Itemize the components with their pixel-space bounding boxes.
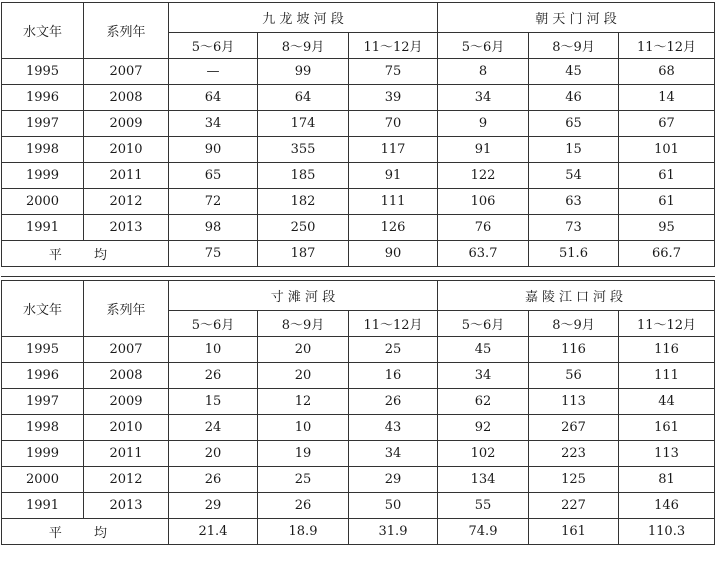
average-cell: 161 — [529, 519, 619, 545]
period-header: 5～6月 — [438, 33, 529, 59]
table-cell: 44 — [619, 389, 715, 415]
table-cell: 2012 — [84, 189, 169, 215]
average-cell: 18.9 — [258, 519, 349, 545]
section-header-chaotianmen: 朝 天 门 河 段 — [438, 3, 715, 33]
table-cell: 65 — [169, 163, 258, 189]
period-header: 5～6月 — [438, 311, 529, 337]
table-cell: 61 — [619, 189, 715, 215]
table-cell: 91 — [349, 163, 438, 189]
table-row — [2, 441, 715, 467]
table-cell: 1991 — [2, 215, 84, 241]
average-cell: 110.3 — [619, 519, 715, 545]
table-cell: 101 — [619, 137, 715, 163]
table-cell: 81 — [619, 467, 715, 493]
table-cell: 117 — [349, 137, 438, 163]
table-cell: 25 — [258, 467, 349, 493]
average-cell: 63.7 — [438, 241, 529, 267]
table-row — [2, 163, 715, 189]
table-divider — [1, 276, 715, 278]
average-row — [2, 241, 715, 267]
table-cell: 26 — [258, 493, 349, 519]
period-header: 8～9月 — [258, 311, 349, 337]
table-cell: 174 — [258, 111, 349, 137]
table-cell: 64 — [258, 85, 349, 111]
table-cell: 223 — [529, 441, 619, 467]
table-cell: 1998 — [2, 137, 84, 163]
table-row — [2, 363, 715, 389]
table-cell: 15 — [169, 389, 258, 415]
table-cell: 267 — [529, 415, 619, 441]
table-cell: 1996 — [2, 85, 84, 111]
table-cell: 25 — [349, 337, 438, 363]
table-cell: 29 — [169, 493, 258, 519]
table-cell: 20 — [258, 337, 349, 363]
table-cell: 10 — [258, 415, 349, 441]
table-cell: 65 — [529, 111, 619, 137]
table-cell: 2009 — [84, 389, 169, 415]
series-year-header: 系列年 — [84, 3, 169, 59]
average-cell: 74.9 — [438, 519, 529, 545]
table-cell: 90 — [169, 137, 258, 163]
table-cell: 43 — [349, 415, 438, 441]
table-cell: 1996 — [2, 363, 84, 389]
period-header: 11～12月 — [619, 33, 715, 59]
table-cell: 26 — [349, 389, 438, 415]
table-cell: 1999 — [2, 441, 84, 467]
table-cell: — — [169, 59, 258, 85]
table-cell: 102 — [438, 441, 529, 467]
table-cell: 126 — [349, 215, 438, 241]
average-cell: 66.7 — [619, 241, 715, 267]
period-header: 5～6月 — [169, 33, 258, 59]
average-cell: 31.9 — [349, 519, 438, 545]
table-cell: 182 — [258, 189, 349, 215]
table-cell: 355 — [258, 137, 349, 163]
table-row — [2, 337, 715, 363]
table-cell: 20 — [169, 441, 258, 467]
table-cell: 2010 — [84, 415, 169, 441]
table-cell: 2011 — [84, 441, 169, 467]
table-row — [2, 189, 715, 215]
table-cell: 56 — [529, 363, 619, 389]
table-cell: 2013 — [84, 493, 169, 519]
table-cell: 46 — [529, 85, 619, 111]
table-cell: 64 — [169, 85, 258, 111]
table-cell: 2011 — [84, 163, 169, 189]
table-cell: 1991 — [2, 493, 84, 519]
average-label: 平 均 — [2, 519, 169, 545]
table-cell: 55 — [438, 493, 529, 519]
table-row — [2, 137, 715, 163]
table-cell: 20 — [258, 363, 349, 389]
period-header: 11～12月 — [619, 311, 715, 337]
table-row — [2, 215, 715, 241]
table-cell: 113 — [619, 441, 715, 467]
table-cell: 116 — [619, 337, 715, 363]
average-cell: 90 — [349, 241, 438, 267]
table-cell: 122 — [438, 163, 529, 189]
table-cell: 54 — [529, 163, 619, 189]
table-cell: 29 — [349, 467, 438, 493]
table-cell: 16 — [349, 363, 438, 389]
table-cell: 34 — [438, 85, 529, 111]
table-row — [2, 59, 715, 85]
table-cell: 26 — [169, 363, 258, 389]
table-cell: 111 — [619, 363, 715, 389]
hydro-year-header: 水文年 — [2, 281, 84, 337]
table-cell: 95 — [619, 215, 715, 241]
sediment-table-lower — [1, 280, 715, 545]
average-cell: 21.4 — [169, 519, 258, 545]
table-cell: 250 — [258, 215, 349, 241]
table-row — [2, 467, 715, 493]
table-cell: 106 — [438, 189, 529, 215]
table-cell: 62 — [438, 389, 529, 415]
table-row — [2, 415, 715, 441]
table-row — [2, 85, 715, 111]
table-cell: 14 — [619, 85, 715, 111]
period-header: 8～9月 — [529, 33, 619, 59]
table-row — [2, 389, 715, 415]
table-cell: 2007 — [84, 337, 169, 363]
table-cell: 26 — [169, 467, 258, 493]
table-cell: 2008 — [84, 363, 169, 389]
table-cell: 1995 — [2, 337, 84, 363]
average-cell: 51.6 — [529, 241, 619, 267]
table-cell: 111 — [349, 189, 438, 215]
table-cell: 12 — [258, 389, 349, 415]
section-header-cuntan: 寸 滩 河 段 — [169, 281, 438, 311]
period-header: 8～9月 — [258, 33, 349, 59]
table-cell: 1997 — [2, 389, 84, 415]
series-year-header: 系列年 — [84, 281, 169, 337]
table-cell: 125 — [529, 467, 619, 493]
section-header-jialingjiang-mouth: 嘉陵江口河段 — [438, 281, 715, 311]
table-cell: 63 — [529, 189, 619, 215]
table-cell: 1997 — [2, 111, 84, 137]
table-cell: 113 — [529, 389, 619, 415]
table-cell: 68 — [619, 59, 715, 85]
average-cell: 75 — [169, 241, 258, 267]
table-row — [2, 111, 715, 137]
table-cell: 34 — [169, 111, 258, 137]
table-cell: 34 — [349, 441, 438, 467]
section-header-jiulongpo: 九 龙 坡 河 段 — [169, 3, 438, 33]
table-cell: 1995 — [2, 59, 84, 85]
sediment-table-upper — [1, 2, 715, 267]
table-cell: 2009 — [84, 111, 169, 137]
table-cell: 227 — [529, 493, 619, 519]
table-cell: 2012 — [84, 467, 169, 493]
table-cell: 19 — [258, 441, 349, 467]
table-cell: 15 — [529, 137, 619, 163]
table-cell: 1998 — [2, 415, 84, 441]
table-cell: 67 — [619, 111, 715, 137]
average-row — [2, 519, 715, 545]
table-cell: 75 — [349, 59, 438, 85]
table-cell: 2008 — [84, 85, 169, 111]
table-cell: 76 — [438, 215, 529, 241]
table-cell: 146 — [619, 493, 715, 519]
period-header: 11～12月 — [349, 311, 438, 337]
table-cell: 91 — [438, 137, 529, 163]
table-cell: 8 — [438, 59, 529, 85]
table-cell: 72 — [169, 189, 258, 215]
table-cell: 39 — [349, 85, 438, 111]
table-cell: 2000 — [2, 467, 84, 493]
table-cell: 73 — [529, 215, 619, 241]
table-cell: 34 — [438, 363, 529, 389]
average-label: 平 均 — [2, 241, 169, 267]
table-cell: 2007 — [84, 59, 169, 85]
table-cell: 2010 — [84, 137, 169, 163]
table-cell: 2000 — [2, 189, 84, 215]
table-cell: 92 — [438, 415, 529, 441]
table-cell: 50 — [349, 493, 438, 519]
average-cell: 187 — [258, 241, 349, 267]
table-cell: 70 — [349, 111, 438, 137]
table-cell: 161 — [619, 415, 715, 441]
table-cell: 61 — [619, 163, 715, 189]
table-cell: 1999 — [2, 163, 84, 189]
hydro-year-header: 水文年 — [2, 3, 84, 59]
table-cell: 45 — [438, 337, 529, 363]
table-cell: 10 — [169, 337, 258, 363]
table-cell: 98 — [169, 215, 258, 241]
table-cell: 24 — [169, 415, 258, 441]
table-cell: 45 — [529, 59, 619, 85]
period-header: 5～6月 — [169, 311, 258, 337]
table-cell: 99 — [258, 59, 349, 85]
table-cell: 2013 — [84, 215, 169, 241]
period-header: 8～9月 — [529, 311, 619, 337]
table-cell: 9 — [438, 111, 529, 137]
table-cell: 185 — [258, 163, 349, 189]
table-cell: 116 — [529, 337, 619, 363]
period-header: 11～12月 — [349, 33, 438, 59]
table-row — [2, 493, 715, 519]
table-cell: 134 — [438, 467, 529, 493]
